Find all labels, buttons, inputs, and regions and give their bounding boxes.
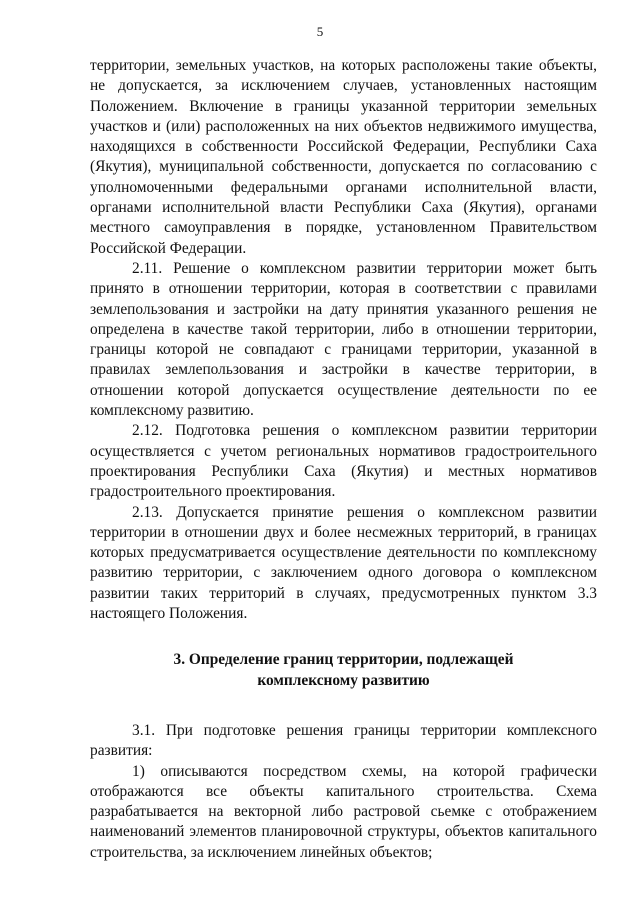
paragraph-2-12: 2.12. Подготовка решения о комплексном развитии территории осуществляется с учетом региональных нормативов градостроительного проектирования Республики Саха (Якутия) и местных нормативов градостроительного проектирования. [90,422,597,501]
paragraph-2-13: 2.13. Допускается принятие решения о комплексном развитии территории в отношении двух и более несмежных территорий, в границах которых предусматривается осуществление деятельности по комплексному развитию территории, с заключением одного договора о комплексном развитии таких территорий в случаях, предусмотренных пунктом 3.3 настоящего Положения. [90,503,597,623]
section-heading-line-2: комплексному развитию [257,671,430,689]
document-body [90,56,597,863]
paragraph-continuation: территории, земельных участков, на которых расположены такие объекты, не допускается, за исключением случаев, установленных настоящим Положением. Включение в границы указанной территории земельных участков и (или) расположенных на них объектов недвижимого имущества, находящихся в собственности Российской Федерации, Республики Саха (Якутия), муниципальной собственности, допускается по согласованию с уполномоченными федеральными органами исполнительной власти, органами исполнительной власти Республики Саха (Якутия), органами местного самоуправления в порядке, установленном Правительством Российской Федерации. [90,57,597,257]
paragraph-3-1: 3.1. При подготовке решения границы территории комплексного развития: [90,721,597,760]
page-number: 5 [316,24,324,39]
paragraph-2-11: 2.11. Решение о комплексном развитии территории может быть принято в отношении территории, которая в соответствии с правилами землепользования и застройки на дату принятия указанного решения не определена в качестве такой территории, либо в отношении территории, границы которой не совпадают с границами территории, указанной в правилах землепользования и застройки в качестве территории, в отношении которой допускается осуществление деятельности по ее комплексному развитию. [90,259,597,420]
section-heading-line-1: 3. Определение границ территории, подлежащей [173,651,514,669]
section-heading [90,650,597,691]
paragraph-3-1-item-1: 1) описываются посредством схемы, на которой графически отображаются все объекты капитального строительства. Схема разрабатывается на векторной либо растровой сьемке с отображением наименований элементов планировочной структуры, объектов капитального строительства, за исключением линейных объектов; [90,762,597,861]
